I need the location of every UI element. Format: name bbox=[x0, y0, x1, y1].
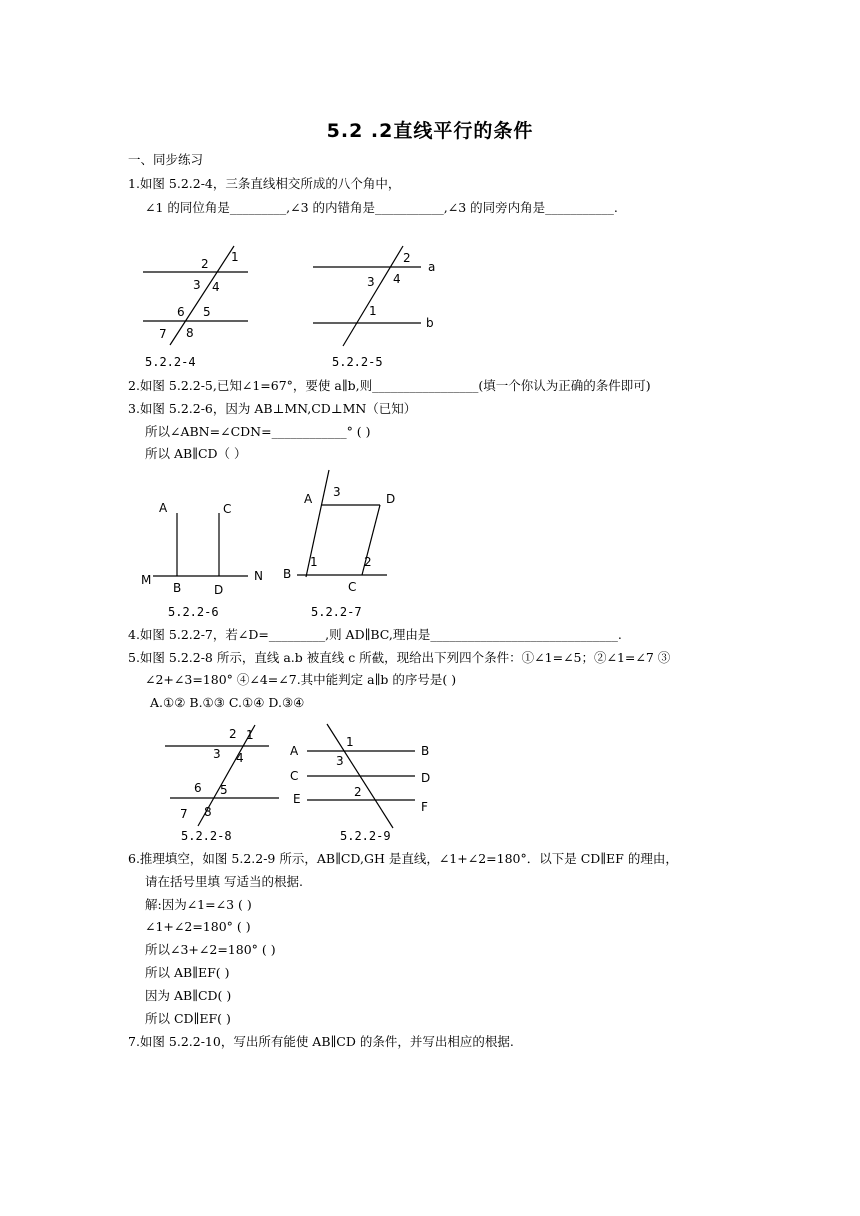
point-label-a: A bbox=[304, 492, 313, 506]
angle-label-3: 3 bbox=[333, 485, 341, 499]
angle-label-2: 2 bbox=[364, 555, 372, 569]
point-label-c: C bbox=[348, 580, 357, 594]
angle-label-3: 3 bbox=[193, 278, 201, 292]
figure-caption: 5.2.2-4 bbox=[145, 355, 196, 369]
angle-label-8: 8 bbox=[186, 326, 194, 340]
angle-label-1: 1 bbox=[310, 555, 318, 569]
point-label-d: D bbox=[386, 492, 396, 506]
question-3-line-1: 3.如图 5.2.2-6，因为 AB⊥MN,CD⊥MN（已知） bbox=[128, 401, 417, 416]
question-6-step-5: 因为 AB∥CD( ) bbox=[145, 988, 232, 1003]
question-1-line-2: ∠1 的同位角是_________,∠3 的内错角是___________,∠3 的同旁内角是___________. bbox=[145, 200, 618, 215]
angle-label-8: 8 bbox=[204, 805, 212, 819]
angle-label-1: 1 bbox=[369, 304, 377, 318]
question-5-options: A.①② B.①③ C.①④ D.③④ bbox=[150, 695, 305, 710]
question-5-line-1: 5.如图 5.2.2-8 所示，直线 a.b 被直线 c 所截，现给出下列四个条件：①∠1=∠5；②∠1=∠7 ③ bbox=[128, 650, 671, 665]
angle-label-4: 4 bbox=[212, 280, 220, 294]
angle-label-2: 2 bbox=[229, 727, 237, 741]
question-6-line-1: 6.推理填空，如图 5.2.2-9 所示，AB∥CD,GH 是直线，∠1+∠2=180°．以下是 CD∥EF 的理由， bbox=[128, 851, 678, 866]
angle-label-7: 7 bbox=[159, 327, 167, 341]
question-6-step-4: 所以 AB∥EF( ) bbox=[145, 965, 230, 980]
point-label-d: D bbox=[421, 771, 431, 785]
angle-label-6: 6 bbox=[194, 781, 202, 795]
figure-5-2-2-7 bbox=[280, 465, 395, 600]
figure-5-2-2-4 bbox=[130, 240, 260, 350]
angle-label-1: 1 bbox=[346, 735, 354, 749]
point-label-b: B bbox=[173, 581, 182, 595]
angle-label-7: 7 bbox=[180, 807, 188, 821]
question-5-line-2: ∠2+∠3=180° ④∠4=∠7.其中能判定 a∥b 的序号是( ) bbox=[145, 672, 457, 687]
point-label-e: E bbox=[293, 792, 301, 806]
figure-caption: 5.2.2-6 bbox=[168, 605, 219, 619]
question-1-line-1: 1.如图 5.2.2-4，三条直线相交所成的八个角中， bbox=[128, 176, 401, 191]
question-2: 2.如图 5.2.2-5,已知∠1=67°，要使 a∥b,则_________________(填一个你认为正确的条件即可) bbox=[128, 378, 651, 393]
point-label-n: N bbox=[254, 569, 263, 583]
question-6-line-2: 请在括号里填 写适当的根据. bbox=[145, 874, 303, 889]
angle-label-5: 5 bbox=[203, 305, 211, 319]
point-label-m: M bbox=[141, 573, 152, 587]
angle-label-1: 1 bbox=[246, 728, 254, 742]
point-label-f: F bbox=[421, 800, 428, 814]
angle-label-1: 1 bbox=[231, 250, 239, 264]
point-label-b: B bbox=[283, 567, 292, 581]
point-label-c: C bbox=[290, 769, 299, 783]
section-heading: 一、同步练习 bbox=[128, 152, 204, 167]
question-6-step-2: ∠1+∠2=180° ( ) bbox=[145, 919, 251, 934]
angle-label-3: 3 bbox=[213, 747, 221, 761]
question-6-step-3: 所以∠3+∠2=180° ( ) bbox=[145, 942, 276, 957]
question-4: 4.如图 5.2.2-7，若∠D=_________,则 AD∥BC,理由是______________________________. bbox=[128, 627, 622, 642]
figure-5-2-2-5 bbox=[305, 240, 450, 350]
line-label-b: b bbox=[426, 316, 434, 330]
question-6-step-1: 解:因为∠1=∠3 ( ) bbox=[145, 897, 252, 912]
point-label-d: D bbox=[214, 583, 224, 597]
question-6-step-6: 所以 CD∥EF( ) bbox=[145, 1011, 231, 1026]
angle-label-2: 2 bbox=[201, 257, 209, 271]
figure-caption: 5.2.2-7 bbox=[311, 605, 362, 619]
point-label-a: A bbox=[159, 501, 168, 515]
angle-label-2: 2 bbox=[403, 251, 411, 265]
line-label-a: a bbox=[428, 260, 436, 274]
figure-caption: 5.2.2-8 bbox=[181, 829, 232, 843]
page-title: 5.2 .2直线平行的条件 bbox=[326, 120, 534, 142]
point-label-a: A bbox=[290, 744, 299, 758]
point-label-c: C bbox=[223, 502, 232, 516]
angle-label-6: 6 bbox=[177, 305, 185, 319]
question-7: 7.如图 5.2.2-10，写出所有能使 AB∥CD 的条件，并写出相应的根据. bbox=[128, 1034, 514, 1049]
figure-caption: 5.2.2-9 bbox=[340, 829, 391, 843]
figure-caption: 5.2.2-5 bbox=[332, 355, 383, 369]
figure-5-2-2-9 bbox=[285, 722, 435, 832]
angle-label-2: 2 bbox=[354, 785, 362, 799]
angle-label-3: 3 bbox=[336, 754, 344, 768]
question-3-line-3: 所以 AB∥CD（ ） bbox=[145, 446, 247, 461]
figure-5-2-2-8 bbox=[160, 722, 290, 830]
angle-label-5: 5 bbox=[220, 783, 228, 797]
angle-label-3: 3 bbox=[367, 275, 375, 289]
figure-5-2-2-6 bbox=[135, 495, 275, 600]
question-3-line-2: 所以∠ABN=∠CDN=____________° ( ) bbox=[145, 424, 371, 439]
angle-label-4: 4 bbox=[236, 751, 244, 765]
point-label-b: B bbox=[421, 744, 430, 758]
angle-label-4: 4 bbox=[393, 272, 401, 286]
